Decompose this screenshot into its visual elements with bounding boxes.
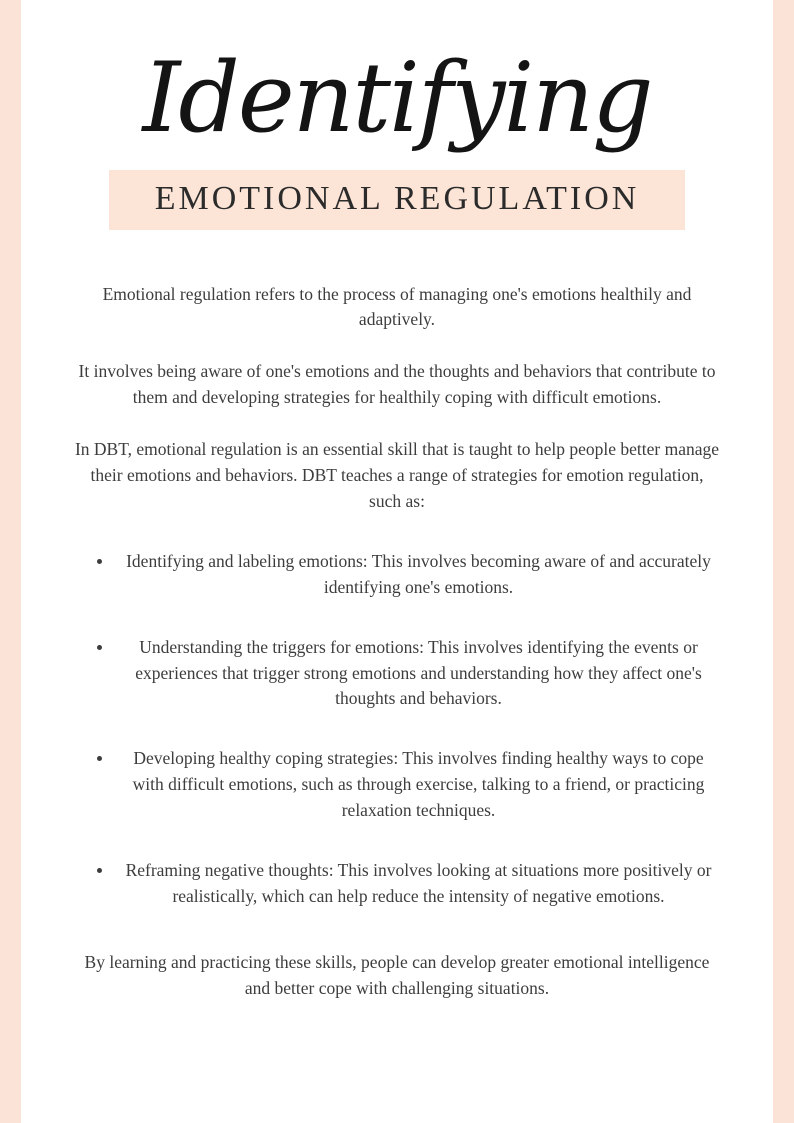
bullet-icon [97,756,102,761]
list-item [73,858,721,910]
body-copy [73,282,721,1002]
list-item [73,549,721,601]
paragraph-awareness: It involves being aware of one's emotions and the thoughts and behaviors that contribute to them and developing strategies for healthily coping with difficult emotions. [78,361,716,408]
banner-title: EMOTIONAL REGULATION [154,179,640,217]
list-item-text: Reframing negative thoughts: This involves looking at situations more positively or realistically, which can help reduce the intensity of negative emotions. [125,859,712,906]
list-item-text: Understanding the triggers for emotions: This involves identifying the events or experiences that trigger strong emotions and understanding how they affect one's thoughts and behaviors. [135,636,702,709]
paragraph-dbt: In DBT, emotional regulation is an essential skill that is taught to help people better manage their emotions and behaviors. DBT teaches a range of strategies for emotion regulation, such as: [74,439,720,511]
bullet-icon [97,868,102,873]
paragraph-closing: By learning and practicing these skills, people can develop greater emotional intelligence and better cope with challenging situations. [84,951,710,998]
list-item [73,635,721,713]
page-title-script: Identifying [142,42,652,154]
strategy-list [73,549,721,910]
list-item-text: Identifying and labeling emotions: This involves becoming aware of and accurately identifying one's emotions. [126,550,711,597]
bullet-icon [97,645,102,650]
list-item [73,746,721,824]
title-banner [109,170,685,230]
paragraph-intro: Emotional regulation refers to the process of managing one's emotions healthily and adaptively. [102,283,692,330]
list-item-text: Developing healthy coping strategies: This involves finding healthy ways to cope with difficult emotions, such as through exercise, talking to a friend, or practicing relaxation techniques. [132,748,705,821]
bullet-icon [97,559,102,564]
